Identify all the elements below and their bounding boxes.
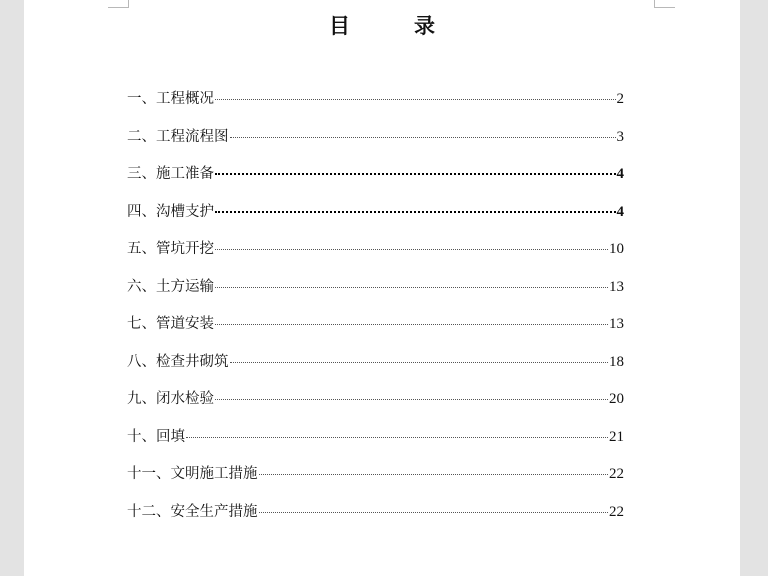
page-corner-mark-left	[108, 0, 129, 8]
toc-entry-label: 四、沟槽支护	[127, 203, 214, 220]
toc-entry-page-number: 13	[609, 316, 624, 332]
page-corner-mark-right	[654, 0, 675, 8]
toc-entry-label: 一、工程概况	[127, 91, 214, 107]
toc-dot-leader	[186, 437, 608, 438]
toc-dot-leader	[259, 512, 609, 513]
document-page[interactable]	[24, 0, 740, 576]
toc-entry-label: 六、土方运输	[127, 278, 214, 295]
toc-entry-page-number: 22	[609, 466, 624, 482]
toc-entry[interactable]	[127, 162, 624, 200]
toc-entry[interactable]	[127, 387, 624, 425]
toc-entry-page-number: 10	[609, 241, 624, 257]
toc-entry-label: 十一、文明施工措施	[127, 466, 258, 482]
page-title	[24, 10, 740, 40]
toc-entry-page-number: 20	[609, 391, 624, 407]
toc-entry[interactable]	[127, 425, 624, 463]
toc-entry[interactable]	[127, 87, 624, 125]
toc-dot-leader	[230, 362, 609, 363]
toc-entry[interactable]	[127, 312, 624, 350]
toc-dot-leader	[230, 137, 616, 138]
toc-entry-label: 八、检查井砌筑	[127, 353, 229, 370]
toc-entry[interactable]	[127, 237, 624, 275]
toc-entry[interactable]	[127, 200, 624, 238]
toc-dot-leader	[215, 287, 608, 288]
toc-entry-page-number: 4	[616, 166, 624, 182]
toc-entry[interactable]	[127, 125, 624, 163]
toc-dot-leader	[215, 211, 616, 213]
title-char-1: 目	[329, 13, 350, 38]
toc-entry[interactable]	[127, 275, 624, 313]
toc-entry-page-number: 3	[616, 128, 624, 145]
toc-entry-label: 七、管道安装	[127, 316, 214, 332]
toc-entry-page-number: 4	[616, 203, 624, 220]
toc-dot-leader	[259, 474, 609, 475]
toc-dot-leader	[215, 249, 608, 250]
toc-entry-label: 九、闭水检验	[127, 391, 214, 407]
toc-entry-page-number: 13	[609, 278, 624, 295]
toc-entry[interactable]	[127, 500, 624, 538]
toc-entry-label: 十二、安全生产措施	[127, 503, 258, 520]
table-of-contents	[127, 87, 624, 537]
toc-dot-leader	[215, 399, 608, 400]
toc-entry[interactable]	[127, 350, 624, 388]
toc-dot-leader	[215, 99, 616, 100]
toc-entry-label: 三、施工准备	[127, 166, 214, 182]
toc-dot-leader	[215, 324, 608, 325]
toc-entry-page-number: 21	[609, 428, 624, 445]
toc-dot-leader	[215, 173, 616, 175]
toc-entry-page-number: 2	[616, 91, 624, 107]
toc-entry-page-number: 18	[609, 353, 624, 370]
toc-entry-label: 五、管坑开挖	[127, 241, 214, 257]
toc-entry[interactable]	[127, 462, 624, 500]
toc-entry-label: 十、回填	[127, 428, 185, 445]
toc-entry-label: 二、工程流程图	[127, 128, 229, 145]
toc-entry-page-number: 22	[609, 503, 624, 520]
title-char-2: 录	[414, 13, 435, 38]
